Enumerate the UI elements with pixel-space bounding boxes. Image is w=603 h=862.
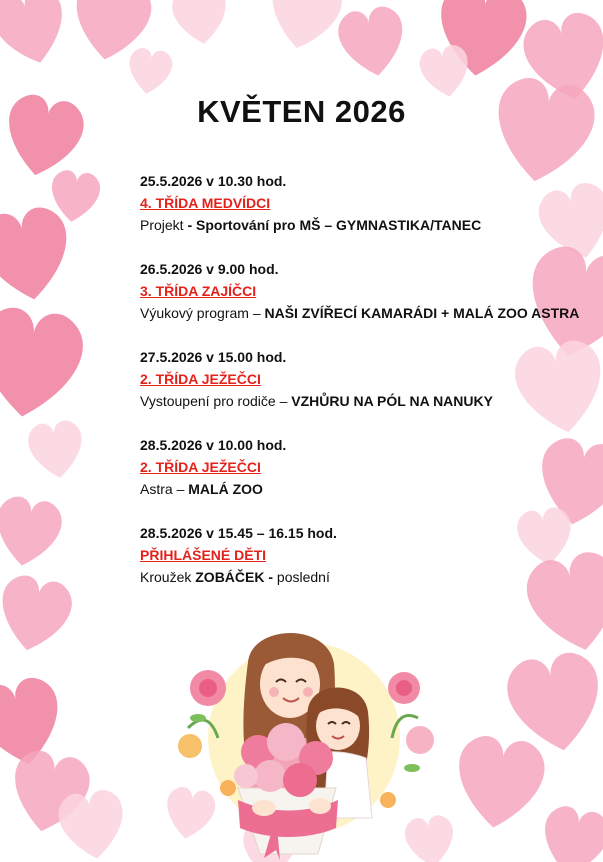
heart-icon [0, 203, 76, 306]
event-class: PŘIHLÁŠENÉ DĚTI [140, 547, 267, 563]
page-title: KVĚTEN 2026 [197, 94, 406, 129]
heart-icon [125, 46, 174, 96]
heart-icon [536, 803, 603, 862]
mother-daughter-hug-illustration [168, 618, 440, 862]
event-date: 25.5.2026 v 10.30 hod. [140, 173, 287, 189]
event-description: Projekt - Sportování pro MŠ – GYMNASTIKA/TANEC [140, 217, 482, 233]
heart-icon [263, 0, 346, 55]
heart-icon [451, 733, 548, 834]
heart-icon [170, 0, 231, 47]
heart-icon [56, 788, 129, 862]
event-description: Výukový program – NAŠI ZVÍŘECÍ KAMARÁDI + MALÁ ZOO ASTRA [140, 305, 580, 321]
event-date: 26.5.2026 v 9.00 hod. [140, 261, 279, 277]
heart-icon [0, 494, 65, 571]
event-class: 2. TŘÍDA JEŽEČCI [140, 371, 261, 387]
event-class: 4. TŘÍDA MEDVÍDCI [140, 195, 271, 211]
event-description: Vystoupení pro rodiče – VZHŮRU NA PÓL NA NANUKY [140, 393, 493, 409]
event-class: 2. TŘÍDA JEŽEČCI [140, 459, 261, 475]
event-description: Astra – MALÁ ZOO [140, 481, 263, 497]
event-date: 28.5.2026 v 15.45 – 16.15 hod. [140, 525, 337, 541]
heart-icon [335, 4, 410, 81]
heart-icon [0, 0, 74, 72]
event-description: Kroužek ZOBÁČEK - poslední [140, 569, 330, 585]
heart-icon [0, 304, 87, 424]
event-item [140, 346, 600, 434]
event-item [140, 170, 600, 258]
event-date: 27.5.2026 v 15.00 hod. [140, 349, 287, 365]
event-item [140, 522, 600, 610]
event-item [140, 434, 600, 522]
event-list [140, 170, 600, 610]
event-class: 3. TŘÍDA ZAJÍČCI [140, 283, 257, 299]
heart-icon [0, 572, 76, 658]
event-item [140, 258, 600, 346]
event-date: 28.5.2026 v 10.00 hod. [140, 437, 287, 453]
heart-icon [26, 418, 87, 481]
